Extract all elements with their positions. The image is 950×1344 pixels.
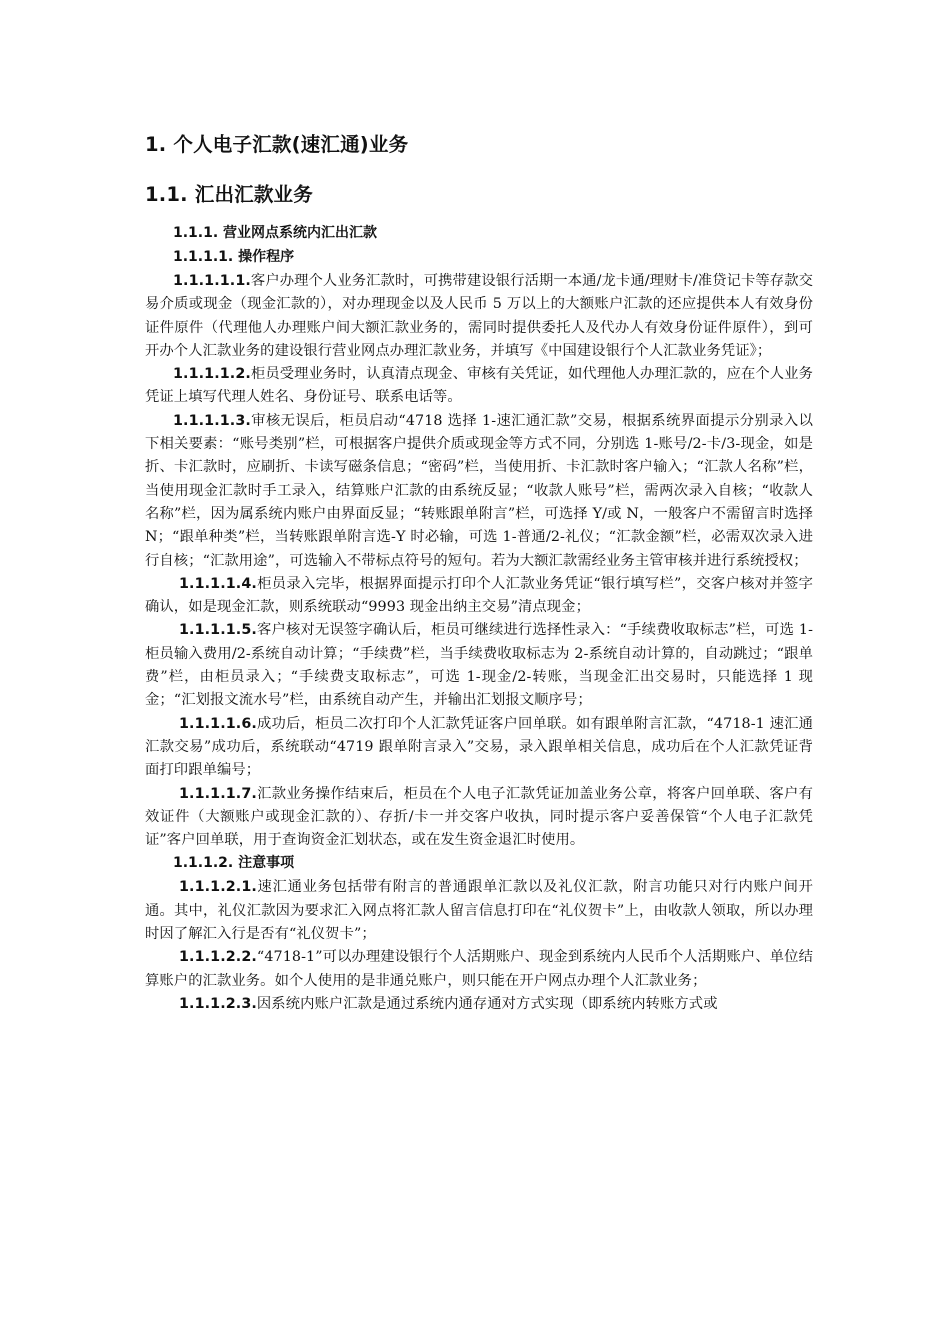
paragraph-op-7 [145,783,813,853]
paragraph-text: 柜员受理业务时，认真清点现金、审核有关凭证，如代理他人办理汇款的，应在个人业务凭证上填写代理人姓名、身份证号、联系电话等。 [145,366,813,406]
heading-2: 1.1. 汇出汇款业务 [145,183,313,206]
paragraph-text: 客户核对无误签字确认后，柜员可继续进行选择性录入：“手续费收取标志”栏，可选 1-柜员输入费用/2-系统自动计算；“手续费”栏，当手续费收取标志为 2-系统自动计算的，自动跳过；“跟单费”栏，由柜员录入；“手续费支取标志”，可选 1-现金/2-转账，当现金汇出交易时，只能选择 1 现金；“汇划报文流水号”栏，由系统自动产生，并输出汇划报文顺序号； [145,622,813,709]
heading-1-1-1: 1.1.1. 营业网点系统内汇出汇款 [173,225,378,241]
paragraph-note-2 [145,946,813,993]
paragraph-op-3 [145,410,813,573]
paragraph-number: 1.1.1.1.7. [179,785,257,802]
paragraph-op-5 [145,619,813,712]
paragraph-number: 1.1.1.1.3. [173,412,251,429]
paragraph-number: 1.1.1.1.5. [179,622,257,639]
paragraph-number: 1.1.1.1.4. [179,575,257,592]
paragraph-text: 因系统内账户汇款是通过系统内通存通对方式实现（即系统内转账方式或 [256,995,718,1012]
heading-1: 1. 个人电子汇款(速汇通)业务 [145,133,409,156]
paragraph-number: 1.1.1.1.2. [173,366,251,383]
paragraph-note-1 [145,876,813,946]
heading-1-1-1-1: 1.1.1.1. 操作程序 [173,249,295,265]
paragraph-op-2 [145,363,813,410]
heading-1-1-1-2: 1.1.1.2. 注意事项 [173,855,295,872]
paragraph-text: “4718-1”可以办理建设银行个人活期账户、现金到系统内人民币个人活期账户、单位结算账户的汇款业务。如个人使用的是非通兑账户，则只能在开户网点办理个人汇款业务； [145,949,813,989]
paragraph-number: 1.1.1.1.1. [173,273,251,289]
paragraph-number: 1.1.1.1.6. [179,715,257,732]
paragraph-number: 1.1.1.2.3. [179,995,257,1012]
paragraph-op-1 [145,270,813,363]
document-page [145,132,813,1016]
paragraph-text: 速汇通业务包括带有附言的普通跟单汇款以及礼仪汇款，附言功能只对行内账户间开通。其中，礼仪汇款因为要求汇入网点将汇款人留言信息打印在“礼仪贺卡”上，由收款人领取，所以办理时因了解汇入行是否有“礼仪贺卡”； [145,879,813,943]
paragraph-text: 审核无误后，柜员启动“4718 选择 1-速汇通汇款”交易，根据系统界面提示分别录入以下相关要素：“账号类别”栏，可根据客户提供介质或现金等方式不同，分别选 1-账号/2-卡/3-现金，如是折、卡汇款时，应刷折、卡读写磁条信息；“密码”栏，当使用折、卡汇款时客户输入；“汇款人名称”栏，当使用现金汇款时手工录入，结算账户汇款的由系统反显；“收款人账号”栏，需两次录入自核；“收款人名称”栏，因为属系统内账户由界面反显；“转账跟单附言”栏，可选择 Y/或 N，一般客户不需留言时选择 N；“跟单种类”栏，当转账跟单附言选-Y 时必输，可选 1-普通/2-礼仪；“汇款金额”栏，必需双次录入进行自核；“汇款用途”，可选输入不带标点符号的短句。若为大额汇款需经业务主管审核并进行系统授权； [145,412,813,569]
paragraph-op-6 [145,713,813,783]
paragraph-number: 1.1.1.2.2. [179,949,257,966]
paragraph-text: 成功后，柜员二次打印个人汇款凭证客户回单联。如有跟单附言汇款，“4718-1 速汇通汇款交易”成功后，系统联动“4719 跟单附言录入”交易，录入跟单相关信息，成功后在个人汇款凭证背面打印跟单编号； [145,715,813,779]
paragraph-text: 柜员录入完毕，根据界面提示打印个人汇款业务凭证“银行填写栏”，交客户核对并签字确认，如是现金汇款，则系统联动“9993 现金出纳主交易”清点现金； [145,575,813,616]
paragraph-note-3 [145,993,813,1016]
paragraph-text: 汇款业务操作结束后，柜员在个人电子汇款凭证加盖业务公章，将客户回单联、客户有效证件（大额账户或现金汇款的）、存折/卡一并交客户收执，同时提示客户妥善保管“个人电子汇款凭证”客户回单联，用于查询资金汇划状态，或在发生资金退汇时使用。 [145,785,813,849]
paragraph-text: 客户办理个人业务汇款时，可携带建设银行活期一本通/龙卡通/理财卡/准贷记卡等存款交易介质或现金（现金汇款的），对办理现金以及人民币 5 万以上的大额账户汇款的还应提供本人有效身份证件原件（代理他人办理账户间大额汇款业务的，需同时提供委托人及代办人有效身份证件原件），到可开办个人汇款业务的建设银行营业网点办理汇款业务，并填写《中国建设银行个人汇款业务凭证》； [145,273,813,359]
paragraph-number: 1.1.1.2.1. [179,879,257,896]
paragraph-op-4 [145,573,813,620]
